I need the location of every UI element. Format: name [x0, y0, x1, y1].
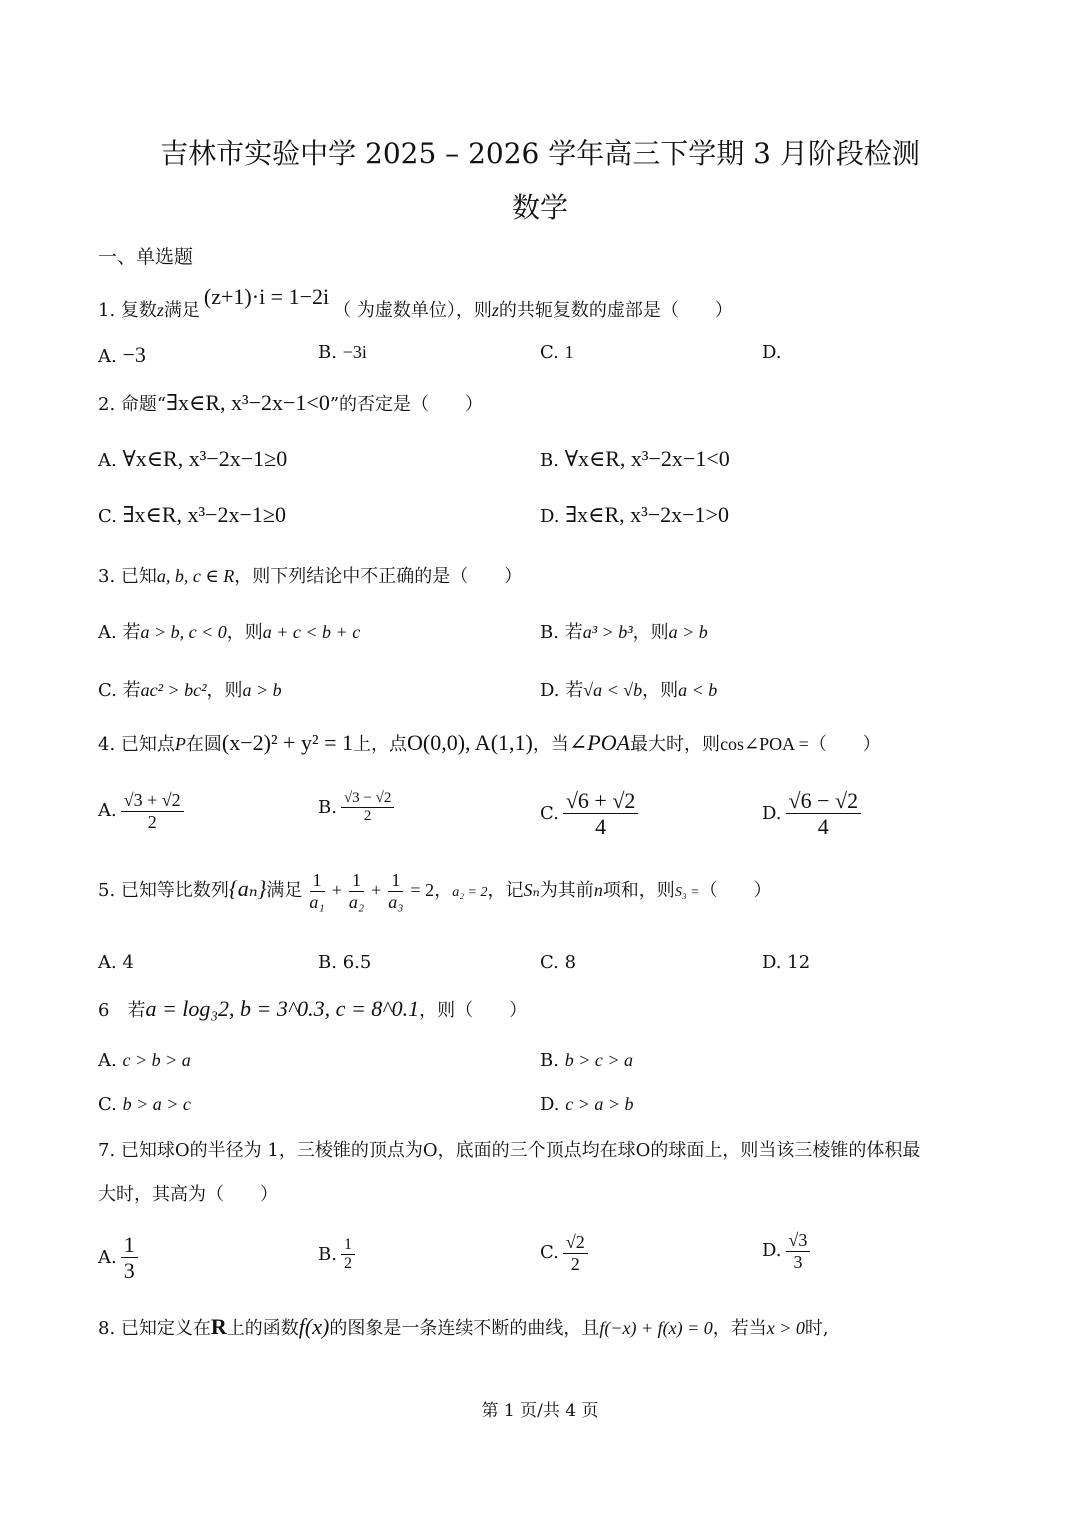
- q7-option-b: B. $\frac{1}{2}$: [318, 1236, 359, 1274]
- q1-option-a: A. −3: [98, 342, 146, 367]
- question-2: 2. 命题“∃x∈R, x³−2x−1<0”的否定是（ ）: [98, 390, 484, 415]
- q1-option-b: B. −3i: [318, 342, 367, 363]
- q4-option-b: B. $\frac{√3 - √2}{2}$: [318, 790, 398, 826]
- q2-option-b: B. ∀x∈R, x³−2x−1<0: [540, 446, 730, 471]
- page-subtitle: 数学: [511, 191, 568, 224]
- page-title: 吉林市实验中学 2025 – 2026 学年高三下学期 3 月阶段检测: [160, 137, 920, 170]
- question-8: 8. 已知定义在R上的函数f(x)的图象是一条连续不断的曲线，且f(−x) + f(x) = 0，若当x > 0时,: [98, 1314, 829, 1339]
- q1-equation: (z+1)·i = 1−2i: [203, 284, 330, 309]
- question-3: 3. 已知a, b, c ∈ R，则下列结论中不正确的是（ ）: [98, 566, 523, 587]
- q5-option-c: C. 8: [540, 952, 577, 973]
- q1-option-c: C. 1: [540, 342, 574, 363]
- q7-option-a: A. $\frac{1}{3}$: [98, 1232, 142, 1284]
- q1-z: z: [156, 300, 164, 320]
- q7-option-c: C. $\frac{√2}{2}$: [540, 1232, 592, 1274]
- question-4: 4. 已知点P在圆(x−2)² + y² = 1上，点O(0,0), A(1,1)，当∠POA最大时，则cos∠POA =（ ）: [98, 730, 881, 755]
- q3-option-c: C. 若ac² > bc²，则a > b: [98, 680, 282, 701]
- q5-option-d: D. 12: [762, 952, 811, 973]
- question-7-line-2: 大时，其高为（ ）: [98, 1184, 278, 1205]
- q4-option-a: A. $\frac{√3 + √2}{2}$: [98, 790, 188, 832]
- q1-pre: 1. 复数: [98, 300, 157, 321]
- q5-option-b: B. 6.5: [318, 952, 372, 973]
- q3-option-d: D. 若√a < √b，则a < b: [540, 680, 718, 701]
- q1-end: 的共轭复数的虚部是（ ）: [498, 300, 733, 321]
- q1-mid: 满足: [163, 300, 200, 321]
- q2-option-c: C. ∃x∈R, x³−2x−1≥0: [98, 502, 286, 527]
- question-6: 6 若a = log₃2, b = 3^0.3, c = 8^0.1，则（ ）: [98, 996, 528, 1021]
- q6-option-b: B. b > c > a: [540, 1050, 633, 1071]
- q6-option-c: C. b > a > c: [98, 1094, 191, 1115]
- question-7-line-1: 7. 已知球O的半径为 1，三棱锥的顶点为O，底面的三个顶点均在球O的球面上，则当该三棱锥的体积最: [98, 1140, 921, 1161]
- q1-post: （ 为虚数单位），则: [333, 300, 492, 321]
- q7-option-d: D. $\frac{√3}{3}$: [762, 1230, 814, 1272]
- q6-option-d: D. c > a > b: [540, 1094, 634, 1115]
- q4-option-d: D. $\frac{√6 - √2}{4}$: [762, 788, 865, 840]
- q3-option-b: B. 若a³ > b³，则a > b: [540, 622, 708, 643]
- q2-option-a: A. ∀x∈R, x³−2x−1≥0: [98, 446, 288, 471]
- q5-option-a: A. 4: [98, 952, 134, 973]
- q1-z2: z: [491, 300, 499, 320]
- q3-option-a: A. 若a > b, c < 0，则a + c < b + c: [98, 622, 361, 643]
- q6-option-a: A. c > b > a: [98, 1050, 191, 1071]
- q4-circle: (x−2)² + y² = 1: [221, 730, 353, 755]
- q1-option-d: D.: [762, 342, 782, 363]
- page-footer: 第 1 页/共 4 页: [481, 1401, 599, 1421]
- q3-vars: a, b, c ∈ R: [156, 566, 235, 586]
- question-5: 5. 已知等比数列{aₙ}满足 $\frac{1}{\text{a₁}}$ + $\frac{1}{\text{a₂}}$ + $\frac{1}{\text{a₃}}$ = 2，a₂ = 2，记Sₙ为其前n项和，则S₃ =（ ）: [98, 870, 772, 912]
- section-heading: 一、单选题: [98, 246, 194, 268]
- question-1: [98, 284, 733, 322]
- q2-expression: ∃x∈R, x³−2x−1<0: [166, 390, 330, 415]
- q2-option-d: D. ∃x∈R, x³−2x−1>0: [540, 502, 729, 527]
- q4-option-c: C. $\frac{√6 + √2}{4}$: [540, 788, 642, 840]
- q6-expression: a = log₃2, b = 3^0.3, c = 8^0.1: [145, 996, 420, 1021]
